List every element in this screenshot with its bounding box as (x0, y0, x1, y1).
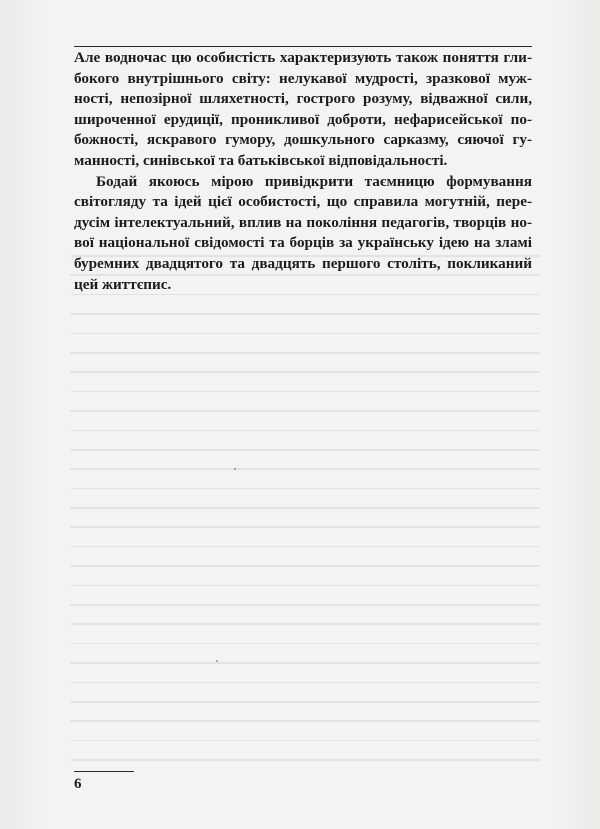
top-rule (74, 46, 532, 47)
paper-speck (234, 468, 236, 470)
footer-rule (74, 771, 134, 772)
body-text (74, 48, 532, 295)
paragraph-1: Але водночас цю особистість характеризують також поняття глибокого внутрішнього світу: нелукавої мудрості, зразкової мужності, непозірної шляхетності, гострого розуму, відважної сили, широченної ерудиції, проникливої доброти, нефарисейської побожності, яскравого гумору, дошкульного сарказму, сяючої гуманності, синівської та батьківської відповідальності. (74, 49, 532, 169)
show-through-text (70, 255, 540, 775)
paragraph-2: Бодай якоюсь мірою привідкрити таємницю формування світогляду та ідей цієї особистості, що справила могутній, передусім інтелектуальний, вплив на покоління педагогів, творців нової національної свідомості та борців за українську ідею на зламі буремних двадцятого та двадцять першого століть, покликаний цей життєпис. (74, 172, 532, 293)
paper-speck (216, 660, 218, 662)
page-number: 6 (74, 776, 82, 792)
